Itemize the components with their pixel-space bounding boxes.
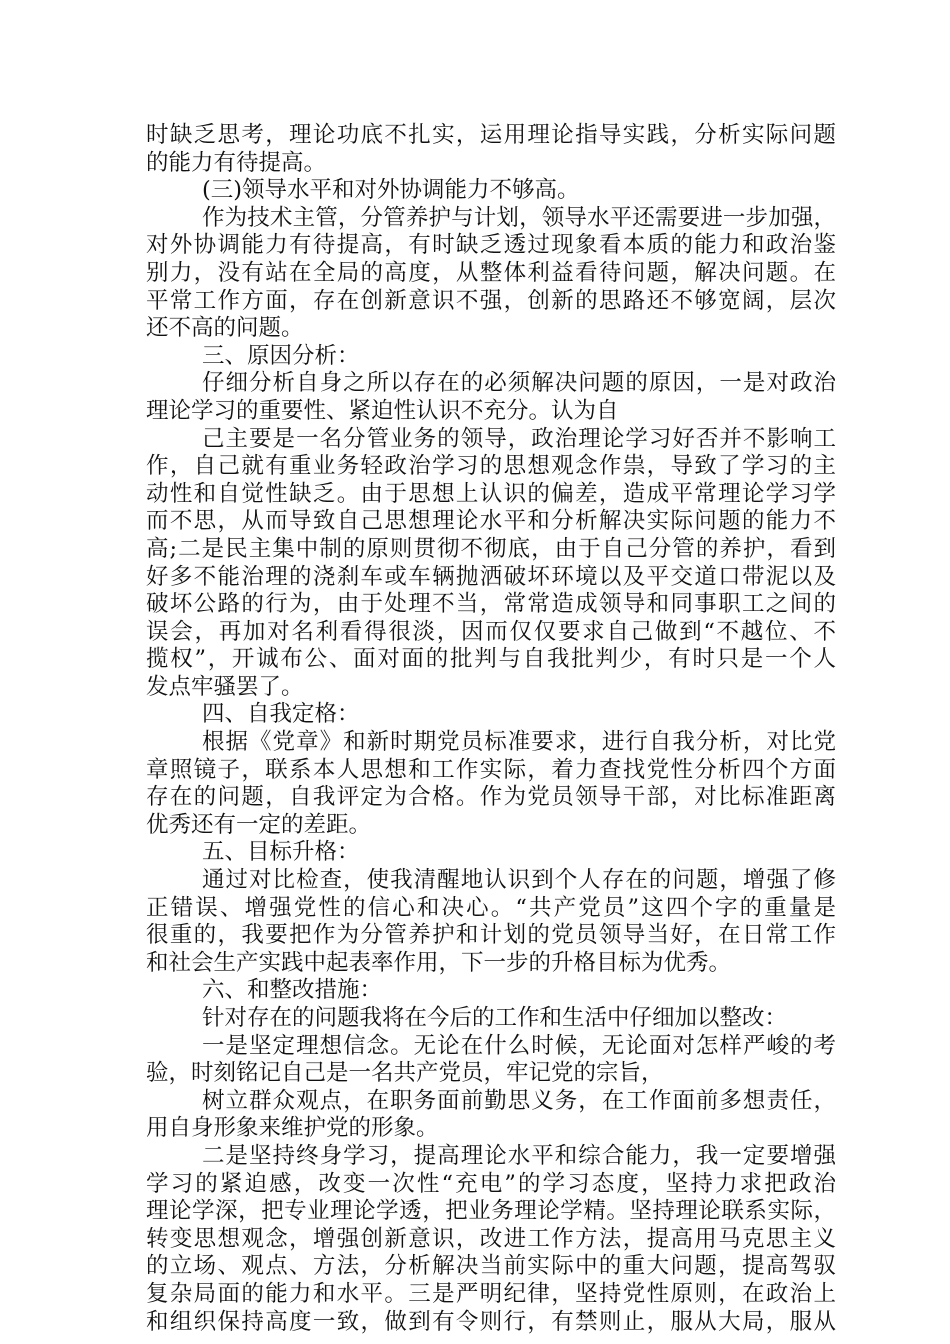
paragraph-line: 用自身形象来维护党的形象。 — [146, 1115, 439, 1142]
paragraph-line: 好多不能治理的浇刹车或车辆抛洒破坏环境以及平交道口带泥以及 — [146, 563, 836, 590]
paragraph-line-indented: 树立群众观点，在职务面前勤思义务，在工作面前多想责任， — [202, 1087, 836, 1114]
paragraph-line-indented: 仔细分析自身之所以存在的必须解决问题的原因，一是对政治 — [202, 370, 836, 397]
paragraph-line-indented: 通过对比检查，使我清醒地认识到个人存在的问题，增强了修 — [202, 867, 836, 894]
paragraph-line-indented: 根据《党章》和新时期党员标准要求，进行自我分析，对比党 — [202, 729, 836, 756]
paragraph-line: 的能力有待提高。 — [146, 149, 327, 176]
paragraph-line: 复杂局面的能力和水平。三是严明纪律，坚持党性原则，在政治上 — [146, 1280, 836, 1307]
paragraph-line: 验，时刻铭记自己是一名共产党员，牢记党的宗旨， — [146, 1060, 664, 1087]
paragraph-line: 而不思，从而导致自己思想理论水平和分析解决实际问题的能力不 — [146, 508, 836, 535]
paragraph-line: 存在的问题，自我评定为合格。作为党员领导干部，对比标准距离 — [146, 784, 836, 811]
paragraph-line: 误会，再加对名利看得很淡，因而仅仅要求自己做到“不越位、不 — [146, 618, 836, 645]
paragraph-line: 还不高的问题。 — [146, 315, 304, 342]
paragraph-line: 作，自己就有重业务轻政治学习的思想观念作祟，导致了学习的主 — [146, 453, 836, 480]
document-page — [146, 122, 836, 1336]
paragraph-line: 正错误、增强党性的信心和决心。“共产党员”这四个字的重量是 — [146, 894, 836, 921]
paragraph-line: 对外协调能力有待提高，有时缺乏透过现象看本质的能力和政治鉴 — [146, 232, 836, 259]
paragraph-line-indented: (三)领导水平和对外协调能力不够高。 — [202, 177, 580, 204]
paragraph-line: 学习的紧迫感，改变一次性“充电”的学习态度，坚持力求把政治 — [146, 1170, 836, 1197]
paragraph-line-indented: 五、目标升格： — [202, 839, 360, 866]
paragraph-line: 章照镜子，联系本人思想和工作实际，着力查找党性分析四个方面 — [146, 756, 836, 783]
paragraph-line: 转变思想观念，增强创新意识，改进工作方法，提高用马克思主义 — [146, 1225, 836, 1252]
paragraph-line-indented: 针对存在的问题我将在今后的工作和生活中仔细加以整改： — [202, 1005, 788, 1031]
paragraph-line: 发点牢骚罢了。 — [146, 673, 304, 700]
paragraph-line-indented: 己主要是一名分管业务的领导，政治理论学习好否并不影响工 — [202, 425, 836, 452]
paragraph-line-indented: 二是坚持终身学习，提高理论水平和综合能力，我一定要增强 — [202, 1142, 836, 1169]
paragraph-line: 动性和自觉性缺乏。由于思想上认识的偏差，造成平常理论学习学 — [146, 480, 836, 507]
paragraph-line: 优秀还有一定的差距。 — [146, 811, 372, 838]
paragraph-line: 的立场、观点、方法，分析解决当前实际中的重大问题，提高驾驭 — [146, 1253, 836, 1280]
paragraph-line: 理论学习的重要性、紧迫性认识不充分。认为自 — [146, 397, 619, 424]
paragraph-line: 理论学深，把专业理论学透，把业务理论学精。坚持理论联系实际， — [146, 1198, 836, 1225]
paragraph-line: 时缺乏思考，理论功底不扎实，运用理论指导实践，分析实际问题 — [146, 122, 836, 148]
paragraph-line: 高;二是民主集中制的原则贯彻不彻底，由于自己分管的养护，看到 — [146, 535, 836, 562]
paragraph-line-indented: 六、和整改措施： — [202, 977, 383, 1004]
paragraph-line: 别力，没有站在全局的高度，从整体利益看待问题，解决问题。在 — [146, 259, 836, 286]
paragraph-line: 很重的，我要把作为分管养护和计划的党员领导当好，在日常工作 — [146, 922, 836, 949]
paragraph-line: 和组织保持高度一致，做到有令则行，有禁则止，服从大局，服从 — [146, 1308, 836, 1335]
paragraph-line-indented: 一是坚定理想信念。无论在什么时候，无论面对怎样严峻的考 — [202, 1032, 836, 1059]
paragraph-line: 揽权”，开诚布公、面对面的批判与自我批判少，有时只是一个人 — [146, 646, 836, 673]
paragraph-line: 破坏公路的行为，由于处理不当，常常造成领导和同事职工之间的 — [146, 591, 836, 618]
paragraph-line-indented: 四、自我定格： — [202, 701, 360, 728]
paragraph-line: 和社会生产实践中起表率作用，下一步的升格目标为优秀。 — [146, 949, 732, 976]
paragraph-line-indented: 三、原因分析： — [202, 342, 360, 369]
paragraph-line: 平常工作方面，存在创新意识不强，创新的思路还不够宽阔，层次 — [146, 287, 836, 314]
paragraph-line-indented: 作为技术主管，分管养护与计划，领导水平还需要进一步加强， — [202, 204, 836, 231]
